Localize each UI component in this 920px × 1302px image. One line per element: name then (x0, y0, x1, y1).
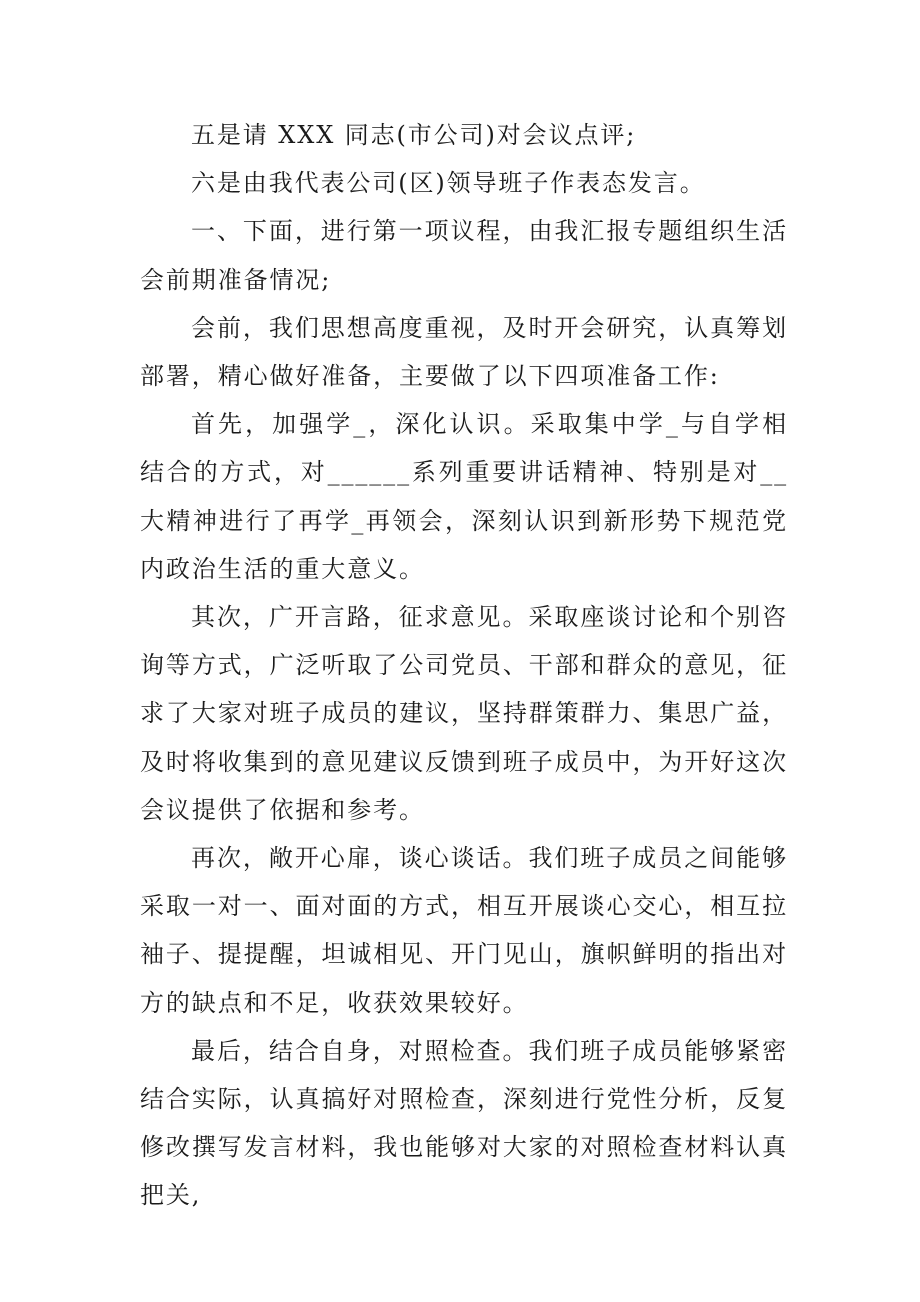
paragraph-last-self-check: 最后，结合自身，对照检查。我们班子成员能够紧密结合实际，认真搞好对照检查，深刻进行党性分析，反复修改撰写发言材料，我也能够对大家的对照检查材料认真把关, (140, 1036, 788, 1210)
paragraph-agenda-one: 一、下面，进行第一项议程，由我汇报专题组织生活会前期准备情况; (140, 217, 788, 294)
paragraph-third-talks: 再次，敞开心扉，谈心谈话。我们班子成员之间能够采取一对一、面对面的方式，相互开展谈心交心，相互拉袖子、提提醒，坦诚相见、开门见山，旗帜鲜明的指出对方的缺点和不足，收获效果较好。 (140, 844, 788, 1017)
paragraph-item-5-review: 五是请 XXX 同志(市公司)对会议点评; (191, 121, 637, 149)
paragraph-first-study: 首先，加强学_，深化认识。采取集中学_与自学相结合的方式，对______系列重要讲话精神、特别是对__大精神进行了再学_再领会，深刻认识到新形势下规范党内政治生活的重大意义。 (140, 410, 788, 583)
paragraph-second-opinions: 其次，广开言路，征求意见。采取座谈讨论和个别咨询等方式，广泛听取了公司党员、干部和群众的意见，征求了大家对班子成员的建议，坚持群策群力、集思广益，及时将收集到的意见建议反馈到班子成员中，为开好这次会议提供了依据和参考。 (140, 603, 788, 824)
document-body (140, 111, 788, 1220)
paragraph-preparation-intro: 会前，我们思想高度重视，及时开会研究，认真筹划部署，精心做好准备，主要做了以下四项准备工作: (140, 313, 788, 391)
paragraph-item-6-statement: 六是由我代表公司(区)领导班子作表态发言。 (191, 169, 706, 198)
